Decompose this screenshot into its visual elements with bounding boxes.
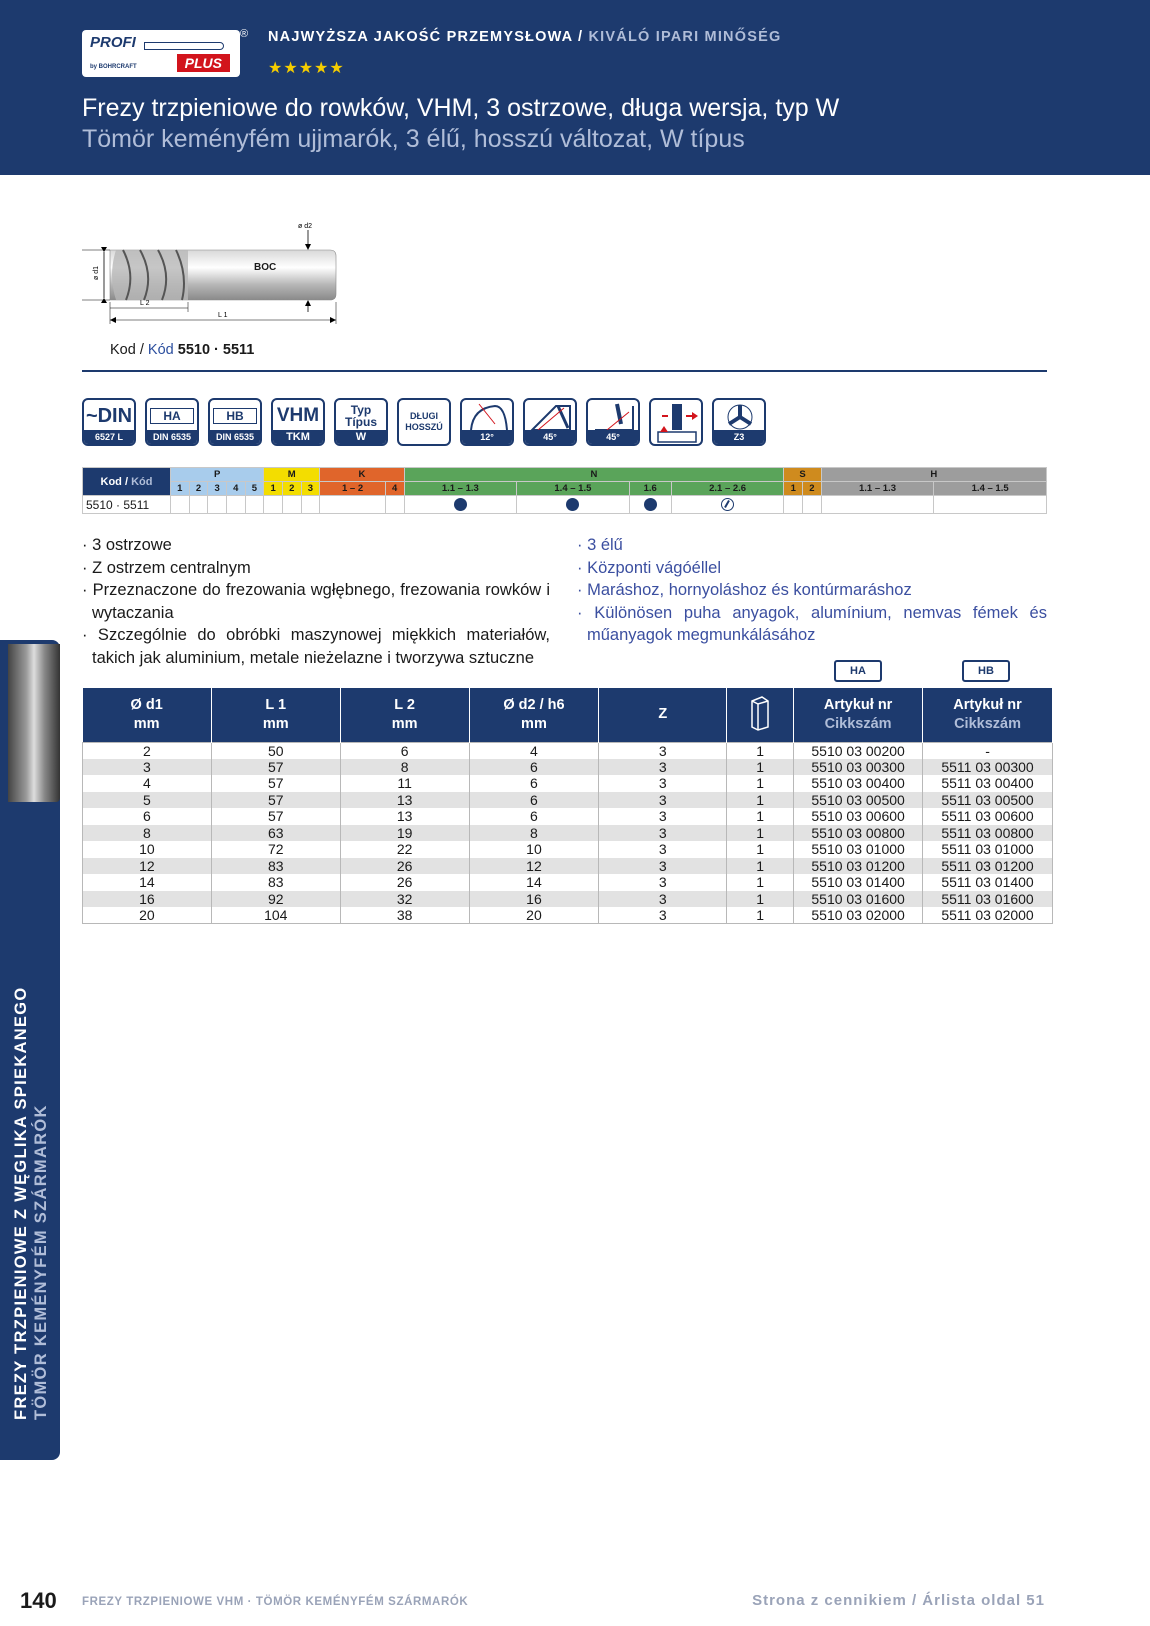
col-l1 <box>211 688 340 742</box>
table-cell: 57 <box>211 808 340 825</box>
side-tab-text <box>10 660 54 1420</box>
page-number: 140 <box>20 1588 57 1613</box>
din-6527l-icon <box>82 398 136 446</box>
subgroup: 3 <box>208 482 227 496</box>
shank-hb-tag: HB <box>962 660 1010 682</box>
chamfer-45-icon <box>523 398 577 446</box>
code-value: 5510 · 5511 <box>177 342 255 358</box>
table-cell: 3 <box>599 874 727 891</box>
table-cell: 6 <box>469 808 599 825</box>
table-header-row <box>83 688 1053 742</box>
features-pl <box>82 534 550 669</box>
helix-angle-icon <box>460 398 514 446</box>
material-cell <box>264 496 283 514</box>
table-row <box>83 808 1053 825</box>
article-table <box>82 688 1053 924</box>
table-cell: 3 <box>599 858 727 875</box>
subgroup: 5 <box>245 482 264 496</box>
long-version-icon <box>397 398 451 446</box>
group-p: P <box>171 468 264 482</box>
chamfer-svg-icon <box>591 402 637 432</box>
material-cell <box>934 496 1047 514</box>
section-divider <box>82 370 1047 372</box>
table-body <box>83 742 1053 924</box>
table-row <box>83 907 1053 924</box>
group-n: N <box>404 468 784 482</box>
subgroup: 1 <box>784 482 803 496</box>
material-cell-n1 <box>404 496 517 514</box>
table-cell: 57 <box>211 792 340 809</box>
table-cell: 1 <box>727 742 794 759</box>
feature-item-hu: · Központi vágóéllel <box>577 558 722 577</box>
table-cell: 10 <box>469 841 599 858</box>
material-cell <box>282 496 301 514</box>
icon-hb-norm: DIN 6535 <box>210 430 260 444</box>
group-s: S <box>784 468 821 482</box>
table-cell: 57 <box>211 759 340 776</box>
table-cell: 3 <box>599 775 727 792</box>
feature-item-pl: · Przeznaczone do frezowania wgłębnego, frezowania rowków i wytaczania <box>82 581 550 622</box>
table-cell: 32 <box>340 891 469 908</box>
table-cell: 1 <box>727 891 794 908</box>
feature-item-hu: · 3 élű <box>577 536 623 554</box>
features-hu <box>577 534 1047 647</box>
primary-use-icon <box>566 498 579 511</box>
col-article-label: Artykuł nr <box>823 696 893 713</box>
table-cell: 14 <box>469 874 599 891</box>
table-cell: 72 <box>211 841 340 858</box>
table-cell: - <box>923 742 1053 759</box>
table-cell: 4 <box>83 775 212 792</box>
subgroup: 1 – 2 <box>320 482 386 496</box>
table-cell: 5511 03 01600 <box>923 891 1053 908</box>
table-cell: 5511 03 01400 <box>923 874 1053 891</box>
subgroup: 4 <box>226 482 245 496</box>
table-cell: 8 <box>83 825 212 842</box>
shank-hb-icon <box>208 398 262 446</box>
col-article-ha <box>794 688 923 742</box>
table-cell: 20 <box>469 907 599 924</box>
table-cell: 83 <box>211 858 340 875</box>
shank-ha-tag: HA <box>834 660 882 682</box>
icon-ha-label: HA <box>150 408 193 424</box>
subgroup: 1.1 – 1.3 <box>821 482 934 496</box>
drawing-d2: ø d2 <box>298 223 313 230</box>
material-cell <box>208 496 227 514</box>
table-cell: 5511 03 01000 <box>923 841 1053 858</box>
footer-section: FREZY TRZPIENIOWE VHM · TÖMÖR KEMÉNYFÉM SZÁRMARÓK <box>82 1596 469 1608</box>
table-row <box>83 825 1053 842</box>
table-row <box>83 891 1053 908</box>
flutes-z3-icon <box>712 398 766 446</box>
table-cell: 5510 03 00200 <box>794 742 923 759</box>
page-title-pl: Frezy trzpieniowe do rowków, VHM, 3 ostrzowe, długa wersja, typ W <box>82 94 840 122</box>
table-cell: 1 <box>727 841 794 858</box>
drawing-l1: L 1 <box>218 312 228 319</box>
table-cell: 5511 03 00300 <box>923 759 1053 776</box>
subgroup: 1.4 – 1.5 <box>517 482 630 496</box>
primary-use-icon <box>454 498 467 511</box>
table-cell: 3 <box>599 841 727 858</box>
table-cell: 3 <box>599 759 727 776</box>
subgroup: 1.1 – 1.3 <box>404 482 517 496</box>
col-article-label: Artykuł nr <box>953 696 1022 713</box>
col-d2-label: Ø d2 / h6 <box>503 696 565 713</box>
subgroup: 3 <box>301 482 320 496</box>
table-cell: 13 <box>340 808 469 825</box>
feature-icons <box>82 398 782 448</box>
table-cell: 1 <box>727 808 794 825</box>
table-cell: 12 <box>469 858 599 875</box>
feature-item-hu: · Maráshoz, hornyoláshoz és kontúrmaráshoz <box>577 581 912 599</box>
material-cell-n3 <box>629 496 671 514</box>
chamfer-svg-icon <box>528 402 574 432</box>
end-mill-drawing <box>78 220 378 340</box>
table-cell: 104 <box>211 907 340 924</box>
type-w-icon <box>334 398 388 446</box>
material-cell <box>226 496 245 514</box>
material-cell <box>171 496 190 514</box>
table-cell: 1 <box>727 792 794 809</box>
page-header <box>0 0 1150 175</box>
table-cell: 10 <box>83 841 212 858</box>
plunge-milling-icon <box>649 398 703 446</box>
subgroup: 2.1 – 2.6 <box>671 482 784 496</box>
icon-din-label: ~DIN <box>85 404 133 427</box>
table-cell: 5510 03 01000 <box>794 841 923 858</box>
icon-ha-wrap <box>147 400 197 432</box>
table-cell: 3 <box>599 792 727 809</box>
kod-hu: Kód <box>131 475 153 488</box>
side-tab-hu: TÖMÖR KEMÉNYFÉM SZÁRMARÓK <box>32 1104 50 1420</box>
table-cell: 22 <box>340 841 469 858</box>
table-cell: 1 <box>727 825 794 842</box>
material-cell <box>320 496 386 514</box>
table-cell: 3 <box>599 891 727 908</box>
price-list-ref: Strona z cennikiem / Árlista oldal 51 <box>752 1592 1045 1609</box>
table-row <box>83 759 1053 776</box>
drawing-d1: ø d1 <box>93 265 100 280</box>
col-article-hu: Cikkszám <box>824 715 892 732</box>
table-cell: 5510 03 00800 <box>794 825 923 842</box>
table-cell: 6 <box>469 775 599 792</box>
code-label-hu: Kód <box>147 342 174 358</box>
col-pack <box>727 688 794 742</box>
primary-use-icon <box>644 498 657 511</box>
table-cell: 5510 03 00600 <box>794 808 923 825</box>
drawing-l2: L 2 <box>140 300 150 307</box>
table-cell: 20 <box>83 907 212 924</box>
quality-pl: NAJWYŻSZA JAKOŚĆ PRZEMYSŁOWA <box>268 29 573 45</box>
table-row <box>83 792 1053 809</box>
table-row <box>83 775 1053 792</box>
table-cell: 5511 03 00500 <box>923 792 1053 809</box>
table-cell: 5510 03 02000 <box>794 907 923 924</box>
material-cell <box>301 496 320 514</box>
material-cell <box>784 496 803 514</box>
logo-plus: PLUS <box>177 54 230 72</box>
col-d1 <box>83 688 212 742</box>
table-cell: 5510 03 00400 <box>794 775 923 792</box>
table-cell: 6 <box>83 808 212 825</box>
table-cell: 19 <box>340 825 469 842</box>
tool-drawing <box>78 220 378 340</box>
registered-mark: ® <box>240 28 249 40</box>
table-cell: 3 <box>599 907 727 924</box>
material-cell <box>803 496 822 514</box>
material-subgroup-row <box>83 482 1047 496</box>
material-cell <box>821 496 934 514</box>
shank-ha-icon <box>145 398 199 446</box>
table-cell: 11 <box>340 775 469 792</box>
icon-hb-wrap <box>210 400 260 432</box>
table-cell: 1 <box>727 858 794 875</box>
table-cell: 5511 03 00400 <box>923 775 1053 792</box>
table-cell: 1 <box>727 775 794 792</box>
icon-chamfer-value: 45° <box>525 430 575 444</box>
table-cell: 6 <box>340 742 469 759</box>
table-cell: 1 <box>727 874 794 891</box>
material-cell <box>245 496 264 514</box>
table-cell: 5 <box>83 792 212 809</box>
kod-sep: / <box>121 475 132 488</box>
quality-hu: KIVÁLÓ IPARI MINŐSÉG <box>588 29 782 45</box>
table-cell: 2 <box>83 742 212 759</box>
table-cell: 12 <box>83 858 212 875</box>
col-z-label: Z <box>658 706 668 723</box>
material-suitability-table <box>82 467 1047 514</box>
col-l1-unit: mm <box>262 715 289 732</box>
material-cell <box>189 496 208 514</box>
package-box-icon <box>748 693 772 731</box>
table-cell: 5511 03 00600 <box>923 808 1053 825</box>
subgroup: 2 <box>189 482 208 496</box>
logo-profi: PROFI <box>90 34 136 51</box>
table-row <box>83 841 1053 858</box>
icon-helix-value: 12° <box>462 430 512 444</box>
icon-chamfer-value: 45° <box>588 430 638 444</box>
icon-ha-norm: DIN 6535 <box>147 430 197 444</box>
table-cell: 26 <box>340 858 469 875</box>
quality-line <box>268 29 781 45</box>
material-kod-header <box>83 468 171 496</box>
subgroup: 1 <box>171 482 190 496</box>
subgroup: 4 <box>385 482 404 496</box>
table-cell: 3 <box>599 825 727 842</box>
feature-item-hu: · Különösen puha anyagok, alumínium, nemvas fémek és műanyagok megmunkálásához <box>577 603 1047 644</box>
code-sep: / <box>135 342 148 358</box>
col-d2-unit: mm <box>521 715 547 732</box>
feature-item-pl: · 3 ostrzowe <box>82 536 172 554</box>
quality-sep: / <box>572 29 589 45</box>
icon-hb-label: HB <box>213 408 256 424</box>
group-h: H <box>821 468 1046 482</box>
material-value-row <box>83 496 1047 514</box>
table-cell: 26 <box>340 874 469 891</box>
material-row-label: 5510 · 5511 <box>83 496 171 514</box>
table-cell: 83 <box>211 874 340 891</box>
table-cell: 3 <box>599 742 727 759</box>
table-cell: 13 <box>340 792 469 809</box>
drawing-brand: BOC <box>254 262 277 273</box>
table-cell: 57 <box>211 775 340 792</box>
col-article-hb <box>923 688 1053 742</box>
col-z <box>599 688 727 742</box>
icon-type-value: W <box>336 430 386 444</box>
icon-flutes-value: Z3 <box>714 430 764 444</box>
table-row <box>83 858 1053 875</box>
table-cell: 14 <box>83 874 212 891</box>
secondary-use-icon <box>721 498 734 511</box>
table-cell: 5510 03 01200 <box>794 858 923 875</box>
table-cell: 50 <box>211 742 340 759</box>
brand-logo <box>82 30 240 77</box>
table-cell: 8 <box>340 759 469 776</box>
table-cell: 6 <box>469 759 599 776</box>
table-cell: 92 <box>211 891 340 908</box>
table-cell: 5510 03 01400 <box>794 874 923 891</box>
col-l2-unit: mm <box>391 715 418 732</box>
subgroup: 2 <box>282 482 301 496</box>
flutes-svg-icon <box>717 402 763 432</box>
table-cell: 5511 03 02000 <box>923 907 1053 924</box>
table-row <box>83 874 1053 891</box>
group-m: M <box>264 468 320 482</box>
material-vhm-icon <box>271 398 325 446</box>
material-cell-n2 <box>517 496 630 514</box>
col-l2-label: L 2 <box>394 696 415 713</box>
kod-pl: Kod <box>100 475 122 488</box>
col-l1-label: L 1 <box>265 696 287 713</box>
icon-din-norm: 6527 L <box>84 430 134 444</box>
feature-item-pl: · Szczególnie do obróbki maszynowej miękkich materiałów, takich jak aluminium, metale nieżelazne i tworzywa sztuczne <box>82 626 550 667</box>
subgroup: 1 <box>264 482 283 496</box>
icon-vhm-label: VHM <box>276 405 320 426</box>
table-cell: 5510 03 00300 <box>794 759 923 776</box>
rating-stars: ★★★★★ <box>268 60 345 77</box>
subgroup: 2 <box>803 482 822 496</box>
material-group-row <box>83 468 1047 482</box>
table-cell: 6 <box>469 792 599 809</box>
table-cell: 5511 03 01200 <box>923 858 1053 875</box>
table-cell: 1 <box>727 759 794 776</box>
code-label-pl: Kod <box>110 342 136 358</box>
table-cell: 4 <box>469 742 599 759</box>
table-cell: 3 <box>83 759 212 776</box>
table-cell: 5510 03 00500 <box>794 792 923 809</box>
col-d1-unit: mm <box>133 715 160 732</box>
table-cell: 38 <box>340 907 469 924</box>
icon-type-label: Typ Típus <box>345 403 377 429</box>
material-cell <box>385 496 404 514</box>
logo-drill-icon <box>144 42 224 50</box>
col-l2 <box>340 688 469 742</box>
table-cell: 8 <box>469 825 599 842</box>
table-cell: 5511 03 00800 <box>923 825 1053 842</box>
col-d2 <box>469 688 599 742</box>
group-k: K <box>320 468 404 482</box>
icon-long-label: DŁUGI HOSSZÚ <box>405 411 443 432</box>
product-code-line <box>110 342 254 358</box>
helix-svg-icon <box>465 402 511 432</box>
table-cell: 63 <box>211 825 340 842</box>
page-title-hu: Tömör keményfém ujjmarók, 3 élű, hosszú változat, W típus <box>82 125 745 153</box>
icon-vhm-hu: TKM <box>273 430 323 444</box>
chamfer-45-icon <box>586 398 640 446</box>
subgroup: 1.4 – 1.5 <box>934 482 1047 496</box>
table-cell: 3 <box>599 808 727 825</box>
table-cell: 16 <box>469 891 599 908</box>
col-article-hu: Cikkszám <box>954 715 1021 732</box>
table-cell: 1 <box>727 907 794 924</box>
table-cell: 16 <box>83 891 212 908</box>
subgroup: 1.6 <box>629 482 671 496</box>
col-d1-label: Ø d1 <box>130 696 163 713</box>
feature-item-pl: · Z ostrzem centralnym <box>82 558 251 577</box>
logo-by: by BOHRCRAFT <box>90 64 137 70</box>
plunge-svg-icon <box>654 402 700 444</box>
table-cell: 5510 03 01600 <box>794 891 923 908</box>
material-cell-n4 <box>671 496 784 514</box>
side-tab-pl: FREZY TRZPIENIOWE Z WĘGLIKA SPIEKANEGO <box>12 986 30 1420</box>
table-row <box>83 742 1053 759</box>
